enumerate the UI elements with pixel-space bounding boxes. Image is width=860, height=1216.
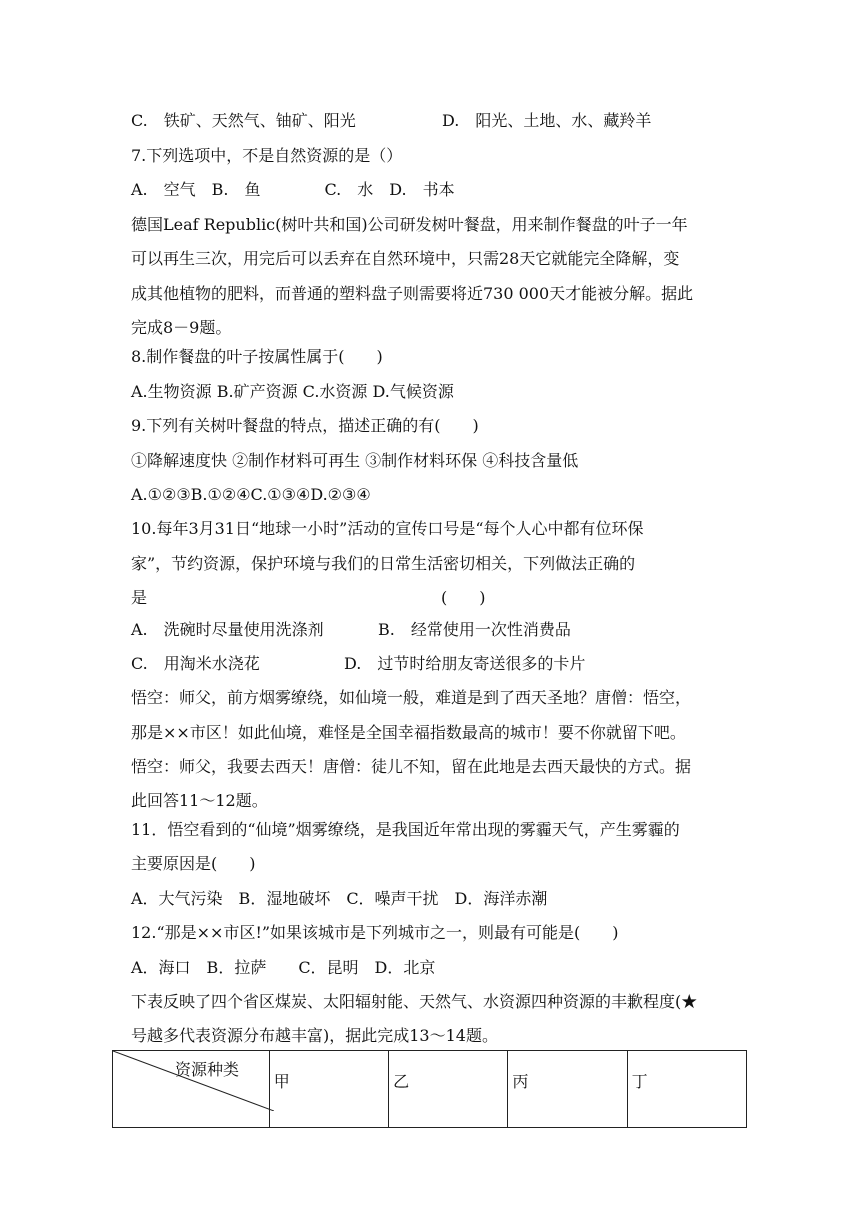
passage1-line1: 德国Leaf Republic(树叶共和国)公司研发树叶餐盘，用来制作餐盘的叶子一年 [131, 215, 688, 234]
q10-option-c: C. 用淘米水浇花 [131, 654, 260, 673]
table-corner-cell [113, 1051, 270, 1128]
q7-options: A. 空气 B. 鱼 C. 水 D. 书本 [131, 180, 455, 199]
q8-options: A.生物资源 B.矿产资源 C.水资源 D.气候资源 [131, 382, 454, 401]
passage2-line2: 那是××市区！如此仙境，难怪是全国幸福指数最高的城市！要不你就留下吧。 [131, 723, 686, 742]
table-corner-label: 资源种类 [175, 1060, 240, 1079]
q11-line2: 主要原因是( ) [131, 854, 256, 873]
q10-option-b: B. 经常使用一次性消费品 [378, 620, 571, 639]
q11-line1: 11．悟空看到的“仙境”烟雾缭绕，是我国近年常出现的雾霾天气，产生雾霾的 [131, 820, 680, 839]
passage3-line1: 下表反映了四个省区煤炭、太阳辐射能、天然气、水资源四种资源的丰歉程度(★ [131, 992, 698, 1011]
q8-stem: 8.制作餐盘的叶子按属性属于( ) [131, 347, 383, 366]
passage1-line3: 成其他植物的肥料，而普通的塑料盘子则需要将近730 000天才能被分解。据此 [131, 284, 694, 303]
q6-option-c: C. 铁矿、天然气、铀矿、阳光 [131, 111, 356, 130]
q10-line2: 家”，节约资源，保护环境与我们的日常生活密切相关，下列做法正确的 [131, 554, 636, 573]
q9-items: ①降解速度快 ②制作材料可再生 ③制作材料环保 ④科技含量低 [131, 451, 579, 470]
q10-option-d: D. 过节时给朋友寄送很多的卡片 [344, 654, 586, 673]
table-col-bing: 丙 [508, 1051, 627, 1128]
table-col-ding: 丁 [627, 1051, 746, 1128]
q6-option-d: D. 阳光、土地、水、藏羚羊 [442, 111, 652, 130]
q9-stem: 9.下列有关树叶餐盘的特点，描述正确的有( ) [131, 416, 479, 435]
q12-options: A．海口 B．拉萨 C．昆明 D．北京 [131, 958, 436, 977]
q9-options: A.①②③B.①②④C.①③④D.②③④ [131, 485, 371, 504]
table-header-row [113, 1051, 747, 1128]
table-col-jia: 甲 [269, 1051, 388, 1128]
q10-answer-paren: ( ) [441, 588, 486, 607]
passage3-line2: 号越多代表资源分布越丰富)，据此完成13～14题。 [131, 1026, 498, 1045]
q7-stem: 7.下列选项中，不是自然资源的是（） [131, 146, 403, 165]
passage1-line2: 可以再生三次，用完后可以丢弃在自然环境中，只需28天它就能完全降解，变 [131, 249, 680, 268]
q12-stem: 12.“那是××市区!”如果该城市是下列城市之一，则最有可能是( ) [131, 923, 619, 942]
q10-line1: 10.每年3月31日“地球一小时”活动的宣传口号是“每个人心中都有位环保 [131, 519, 644, 538]
q11-options: A．大气污染 B．湿地破坏 C．噪声干扰 D．海洋赤潮 [131, 889, 548, 908]
q10-line3: 是 [131, 588, 148, 607]
q10-option-a: A. 洗碗时尽量使用洗涤剂 [131, 620, 324, 639]
passage2-line3: 悟空：师父，我要去西天！唐僧：徒儿不知，留在此地是去西天最快的方式。据 [131, 757, 692, 776]
resource-table [112, 1050, 747, 1128]
passage2-line1: 悟空：师父，前方烟雾缭绕，如仙境一般，难道是到了西天圣地？唐僧：悟空， [131, 688, 692, 707]
table-col-yi: 乙 [389, 1051, 508, 1128]
passage2-line4: 此回答11～12题。 [131, 791, 268, 810]
passage1-line4: 完成8－9题。 [131, 318, 232, 337]
